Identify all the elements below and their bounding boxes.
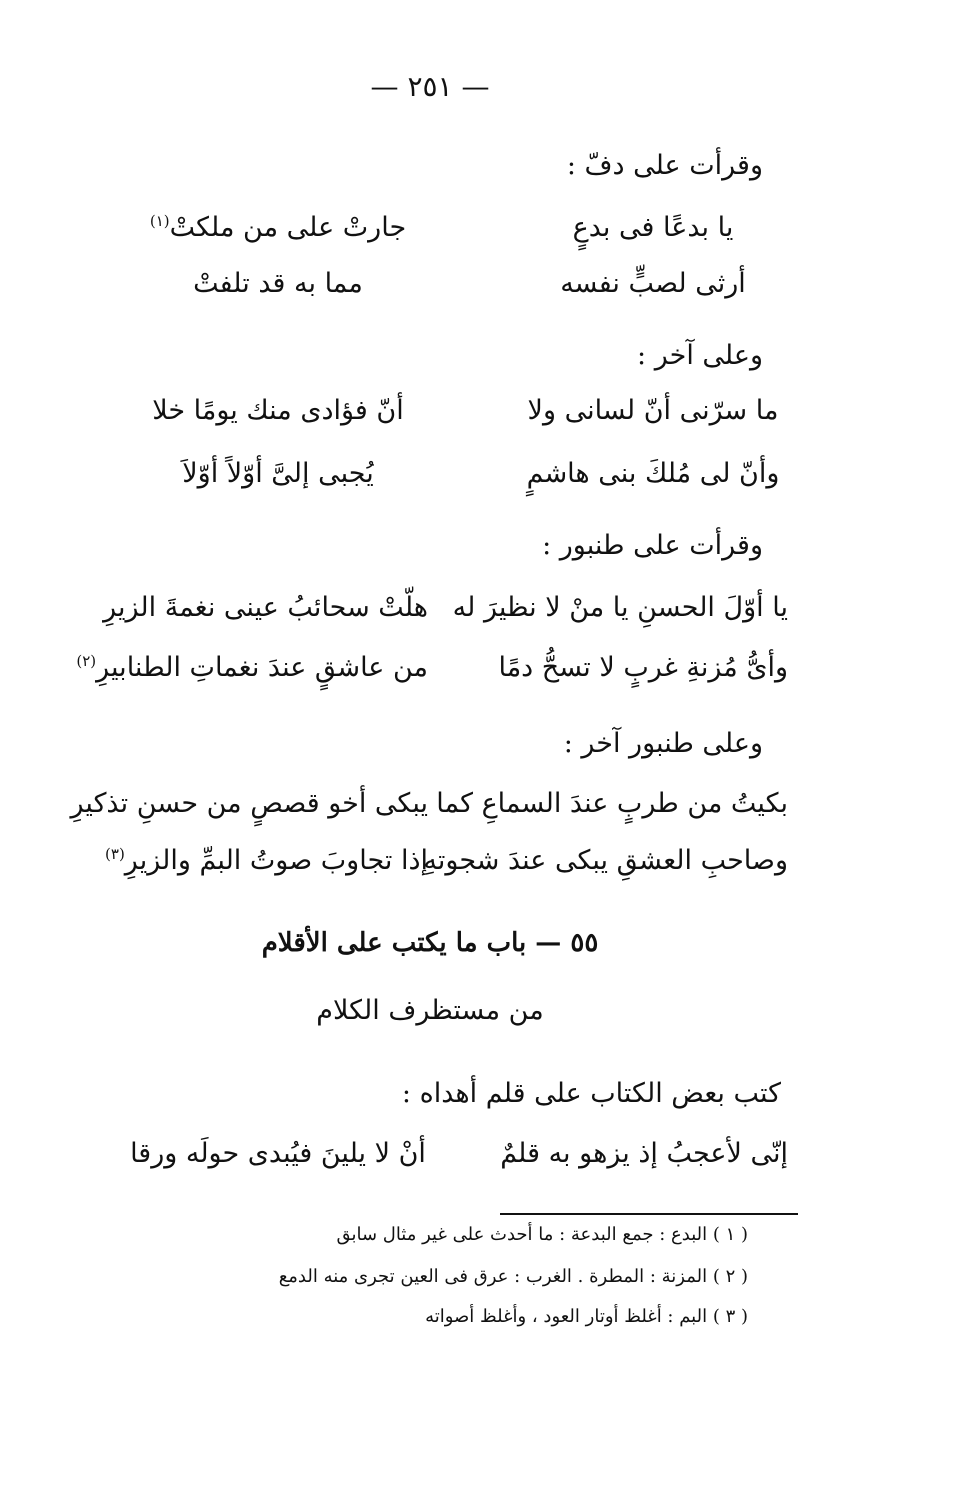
- footnote: ( ١ ) البدع : جمع البدعة : ما أحدث على غير مثال سابق: [336, 1224, 748, 1245]
- verse-second-hemistich: أنْ لا يلينَ فيُبدى حولَه ورقا: [130, 1138, 426, 1169]
- section-intro: وعلى طنبور آخر :: [563, 728, 763, 759]
- verse-second-hemistich: هلّتْ سحائبُ عينى نغمةَ الزيرِ: [103, 592, 428, 623]
- verse-second-hemistich: [128, 212, 428, 243]
- verse-second-hemistich-text: من عاشقٍ عندَ نغماتِ الطنابيرِ: [96, 652, 428, 683]
- verse-first-hemistich: وأنّ لى مُلكَ بنى هاشمٍ: [526, 458, 780, 489]
- footnote-ref: (٢): [76, 652, 97, 670]
- verse-first-hemistich: بكيتُ من طربٍ عندَ السماعِ كما: [436, 788, 788, 819]
- verse-second-hemistich: يُجبى إلىَّ أوّلاً أوّلاَ: [182, 458, 374, 489]
- footnote-ref: (١): [149, 212, 170, 230]
- verse-first-hemistich: إنّى لأعجبُ إذ يزهو به قلمٌ: [500, 1138, 788, 1169]
- section-intro: وعلى آخر :: [637, 340, 763, 371]
- verse-first-hemistich: يا أوّلَ الحسنِ يا منْ لا نظيرَ له: [452, 592, 788, 623]
- section-intro: كتب بعض الكتاب على قلم أهداه :: [401, 1078, 781, 1109]
- verse-first-hemistich: أرثى لصبٍّ نفسه: [560, 268, 746, 299]
- verse-line: [0, 788, 973, 838]
- chapter-subtitle: من مستظرف الكلام: [316, 995, 544, 1026]
- verse-first-hemistich: ما سرّنى أنّ لسانى ولا: [527, 395, 779, 426]
- verse-second-hemistich: [76, 652, 428, 683]
- verse-second-hemistich: يبكى أخو قصصٍ من حسنِ تذكيرِ: [70, 788, 428, 819]
- verse-line: [0, 212, 973, 262]
- verse-line: [0, 1138, 973, 1188]
- verse-first-hemistich: يا بدعًا فى بدعٍ: [572, 212, 734, 243]
- page-number: — ٢٥١ —: [370, 70, 490, 103]
- section-intro: وقرأت على دفّ :: [566, 150, 763, 181]
- footnote-ref: (٣): [105, 845, 125, 863]
- verse-first-hemistich: وصاحبِ العشقِ يبكى عندَ شجوتهِ: [423, 845, 788, 876]
- verse-line: [0, 268, 973, 318]
- verse-line: [0, 845, 973, 895]
- verse-line: [0, 458, 973, 508]
- section-intro: وقرأت على طنبور :: [542, 530, 763, 561]
- verse-line: [0, 592, 973, 642]
- verse-line: [0, 652, 973, 702]
- footnote-separator: [500, 1213, 798, 1215]
- footnote: ( ٣ ) البم : أغلظ أوتار العود ، وأغلظ أصواته: [425, 1306, 748, 1327]
- verse-second-hemistich: أنّ فؤادى منك يومًا خلا: [152, 395, 404, 426]
- footnote: ( ٢ ) المزنة : المطرة . الغرب : عرق فى العين تجرى منه الدمع: [278, 1266, 748, 1287]
- verse-line: [0, 395, 973, 445]
- verse-first-hemistich: وأىُّ مُزنةِ غربٍ لا تسحُّ دمًا: [498, 652, 788, 683]
- chapter-title: ٥٥ — باب ما يكتب على الأقلام: [261, 928, 599, 958]
- verse-second-hemistich: مما به قد تلفتْ: [193, 268, 363, 299]
- verse-second-hemistich: [105, 845, 428, 876]
- verse-second-hemistich-text: جارتْ على من ملكتْ: [169, 212, 407, 243]
- verse-second-hemistich-text: إذا تجاوبَ صوتُ البمِّ والزيرِ: [124, 845, 428, 876]
